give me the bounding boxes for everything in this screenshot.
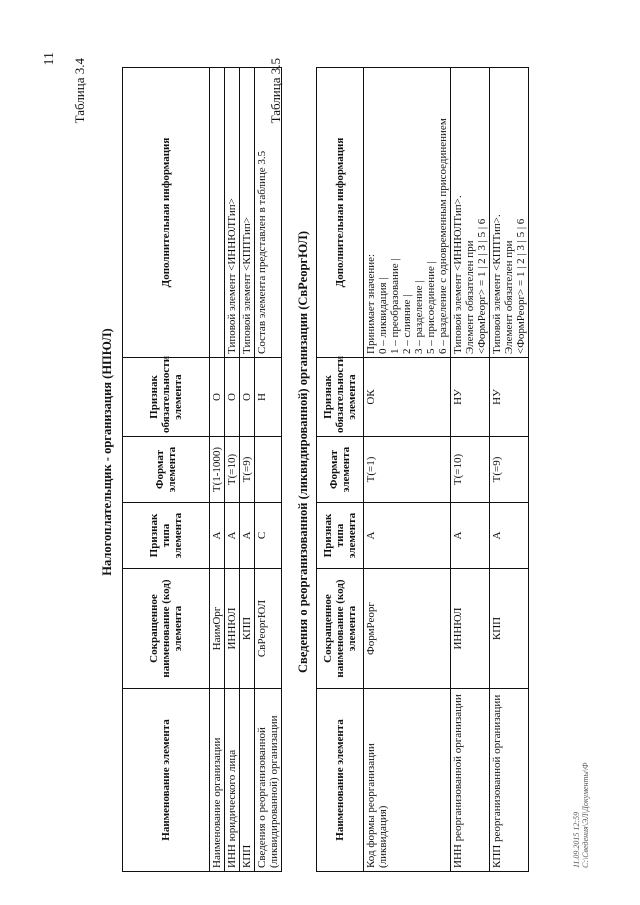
element-required: ОК [364, 358, 451, 437]
element-info: Состав элемента представлен в таблице 3.5 [255, 68, 282, 358]
info-line: <ФормРеорг> = 1 | 2 | 3 | 5 | 6 [515, 218, 527, 354]
element-required: НУ [490, 358, 529, 437]
header-cell: Признак обязательности элемента [317, 358, 364, 437]
table-row [490, 68, 529, 872]
table-3-4-title: Налогоплательщик - организация (НПЮЛ) [100, 328, 114, 576]
info-line: Принимает значение: [365, 253, 377, 354]
info-line: 3 – разделение | [413, 280, 425, 354]
element-format: T(1-1000) [210, 437, 225, 503]
element-name: Сведения о реорганизованной (ликвидированной) организации [255, 689, 282, 872]
info-line: Элемент обязателен при [503, 240, 515, 354]
element-format: T(=1) [364, 437, 451, 503]
element-info [451, 68, 490, 358]
document-page [20, 12, 620, 892]
element-required: НУ [451, 358, 490, 437]
info-line: 2 – слияние | [401, 294, 413, 354]
header-cell: Наименование элемента [123, 689, 210, 872]
table-row [240, 68, 255, 872]
header-cell: Дополнительная информация [123, 68, 210, 358]
header-cell: Признак обязательности элемента [123, 358, 210, 437]
element-name: КПП реорганизованной организации [490, 689, 529, 872]
element-code: КПП [240, 569, 255, 689]
element-code: СвРеоргЮЛ [255, 569, 282, 689]
table-row [255, 68, 282, 872]
element-code: ФормРеорг [364, 569, 451, 689]
element-format: T(=10) [225, 437, 240, 503]
header-cell: Сокращенное наименование (код) элемента [317, 569, 364, 689]
table-3-4-label: Таблица 3.4 [72, 58, 87, 124]
element-format: T(=10) [451, 437, 490, 503]
table-3-4 [122, 67, 282, 872]
header-cell: Наименование элемента [317, 689, 364, 872]
element-type: С [255, 503, 282, 569]
element-info [210, 68, 225, 358]
table-header-row [317, 68, 364, 872]
info-line: 6 – разделение с одновременным присоединением [437, 118, 449, 354]
stamp-line: 11.09.2015 12:59 [572, 811, 581, 868]
header-cell: Формат элемента [317, 437, 364, 503]
header-cell: Признак типа элемента [123, 503, 210, 569]
info-line: Типовой элемент <КППТип>. [491, 214, 503, 354]
element-type: А [364, 503, 451, 569]
element-code: КПП [490, 569, 529, 689]
element-name: ИНН реорганизованной организации [451, 689, 490, 872]
element-info [490, 68, 529, 358]
element-info: Типовой элемент <КППТип> [240, 68, 255, 358]
header-cell: Формат элемента [123, 437, 210, 503]
element-type: А [225, 503, 240, 569]
element-name: ИНН юридического лица [225, 689, 240, 872]
table-row [225, 68, 240, 872]
element-code: ИННЮЛ [451, 569, 490, 689]
element-format: T(=9) [240, 437, 255, 503]
table-3-5-title: Сведения о реорганизованной (ликвидированной) организации (СвРеоргЮЛ) [296, 231, 310, 673]
element-name: Наименование организации [210, 689, 225, 872]
element-name: КПП [240, 689, 255, 872]
info-line: <ФормРеорг> = 1 | 2 | 3 | 5 | 6 [476, 218, 488, 354]
element-type: А [210, 503, 225, 569]
element-info [364, 68, 451, 358]
element-required: Н [255, 358, 282, 437]
info-line: 0 – ликвидация | [377, 277, 389, 354]
element-required: О [210, 358, 225, 437]
element-name: Код формы реорганизации (ликвидация) [364, 689, 451, 872]
element-format [255, 437, 282, 503]
table-row [210, 68, 225, 872]
element-code: НаимОрг [210, 569, 225, 689]
table-row [451, 68, 490, 872]
print-stamp [572, 763, 590, 868]
element-required: О [240, 358, 255, 437]
info-line: Типовой элемент <ИННЮЛТип>. [452, 195, 464, 354]
header-cell: Сокращенное наименование (код) элемента [123, 569, 210, 689]
element-required: О [225, 358, 240, 437]
table-3-5 [316, 67, 529, 872]
element-info: Типовой элемент <ИННЮЛТип> [225, 68, 240, 358]
header-cell: Дополнительная информация [317, 68, 364, 358]
stamp-line: С:\Сведения\ЭЛ\Документы\Ф [581, 762, 590, 868]
element-type: А [451, 503, 490, 569]
page-number: 11 [42, 52, 57, 66]
info-line: 5 – присоединение | [425, 261, 437, 354]
header-cell: Признак типа элемента [317, 503, 364, 569]
table-row [364, 68, 451, 872]
info-line: 1 – преобразование | [389, 258, 401, 354]
element-code: ИННЮЛ [225, 569, 240, 689]
info-line: Элемент обязателен при [464, 240, 476, 354]
table-header-row [123, 68, 210, 872]
element-type: А [240, 503, 255, 569]
element-type: А [490, 503, 529, 569]
element-format: T(=9) [490, 437, 529, 503]
table-3-5-label: Таблица 3.5 [268, 58, 283, 124]
